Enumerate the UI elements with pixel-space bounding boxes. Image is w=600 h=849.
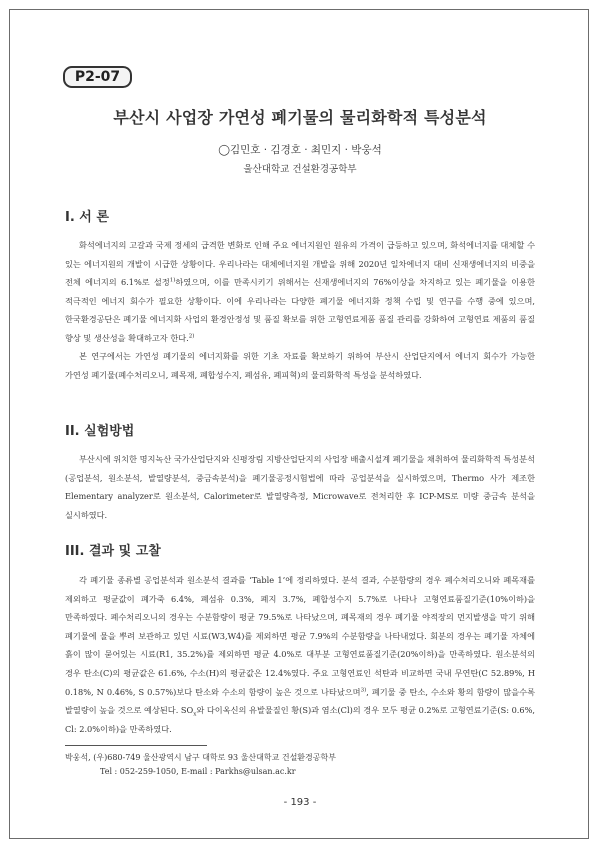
footnote-address: 박웅석, (우)680-749 울산광역시 남구 대학로 93 울산대학교 건설환경공학부 <box>65 753 336 762</box>
paper-title: 부산시 사업장 가연성 폐기물의 물리화학적 특성분석 <box>113 108 487 127</box>
results-paragraph-1 <box>65 571 535 738</box>
citation-2: 2) <box>188 333 195 340</box>
methods-paragraph-1: 부산시에 위치한 명지녹산 국가산업단지와 신평장림 지방산업단지의 사업장 배출시설계 폐기물을 채취하여 물리화학적 특성분석(공업분석, 원소분석, 발열량분석, 중금속분석)을 폐기물공정시험법에 따라 공업분석을 실시하였으며, Thermo 사가 제조한 Elementary analyzer로 원소분석, Calorimeter로 발열량측정, Microwave로 전처리한 후 ICP-MS로 미량 중금속 분석을 실시하였다. <box>65 454 535 520</box>
intro-paragraph-2: 본 연구에서는 가연성 폐기물의 에너지화를 위한 기초 자료를 확보하기 위하여 부산시 산업단지에서 에너지 회수가 가능한 가연성 폐기물(폐수처리오니, 폐목재, 폐합성수지, 폐섬유, 폐피혁)의 물리화학적 특성을 분석하였다. <box>65 351 535 380</box>
author-list: ◯김민호 · 김경호 · 최민지 · 박웅석 <box>218 144 382 156</box>
paper-id-tag: P2-07 <box>63 66 132 88</box>
section-heading-intro: I. 서 론 <box>65 210 109 225</box>
sox-subscript: x <box>193 711 197 718</box>
page-number: - 193 - <box>283 797 317 808</box>
results-text-a: 각 폐기물 종류별 공업분석과 원소분석 결과를 ‘Table 1’에 정리하였다. 분석 결과, 수분함량의 경우 폐수처리오니와 폐목재를 제외하고 평균값이 폐가죽 6.4%, 폐섬유 0.3%, 폐지 3.7%, 폐합성수지 5.7%로 나타나 고형연료품질기준(10%이하)을 만족하였다. 폐수처리오니의 경우는 수분함량이 평균 79.5%로 나타났으며, 폐목재의 경우 폐기물 야적장의 먼지발생을 막기 위해 폐기물에 물을 뿌려 보관하고 있던 시료(W3,W4)를 제외하면 평균 7.9%의 수분함량을 나타내었다. 회분의 경우는 폐기물 자체에 흙이 많이 묻어있는 시료(R1, 35.2%)를 제외하면 평균 4.0%로 대부분 고형연료품질기준(20%이하)을 만족하였다. 원소분석의 경우 탄소(C)의 평균값은 61.6%, 수소(H)의 평균값은 12.4%였다. 주요 고형연료인 석탄과 비교하면 국내 무연탄(C 52.89%, H 0.18%, N 0.46%, S 0.57%)보다 탄소와 수소의 함량이 높은 것으로 나타났으며 <box>65 575 535 697</box>
results-text-b: , 폐기물 중 탄소, 수소와 황의 함량이 많을수록 발열량이 높을 것으로 예상된다. SO <box>65 686 535 716</box>
results-text-c: 와 다이옥신의 유발물질인 황(S)과 염소(Cl)의 경우 모두 평균 0.2%로 고형연료기준(S: 0.6%, Cl: 2.0%이하)을 만족하였다. <box>65 705 535 734</box>
section-heading-methods: II. 실험방법 <box>65 424 135 439</box>
intro-text-b: 하였으며, 이를 만족시키기 위해서는 신재생에너지의 76%이상을 차지하고 있는 폐기물을 이용한 적극적인 에너지 회수가 필요한 상황이다. 이에 우리나라는 다양한 폐기물 에너지화 정책 수립 및 연구를 수행 중에 있으며, 한국환경공단은 폐기물 에너지화 사업의 환경안정성 및 품질 확보를 위한 고형연료제품 품질 관리를 강화하여 고형연료 제품의 품질 향상 및 생산성을 확대하고자 한다. <box>65 277 535 343</box>
citation-3: 3) <box>360 686 367 693</box>
affiliation: 울산대학교 건설환경공학부 <box>243 164 357 175</box>
footnote-divider <box>65 745 207 746</box>
section-heading-results: III. 결과 및 고찰 <box>65 544 161 559</box>
intro-text-a: 화석에너지의 고갈과 국제 정세의 급격한 변화로 인해 주요 에너지원인 원유의 가격이 급등하고 있으며, 화석에너지를 대체할 수 있는 에너지원의 개발이 시급한 상황이다. 우리나라는 대체에너지원 개발을 위해 2020년 일차에너지 대비 신재생에너지의 비중을 전체 에너지의 6.1%로 설정 <box>65 240 535 288</box>
intro-paragraph-1 <box>65 236 535 348</box>
citation-1: 1) <box>169 277 176 284</box>
footnote-contact: Tel : 052-259-1050, E-mail : Parkhs@ulsan.ac.kr <box>100 767 296 776</box>
